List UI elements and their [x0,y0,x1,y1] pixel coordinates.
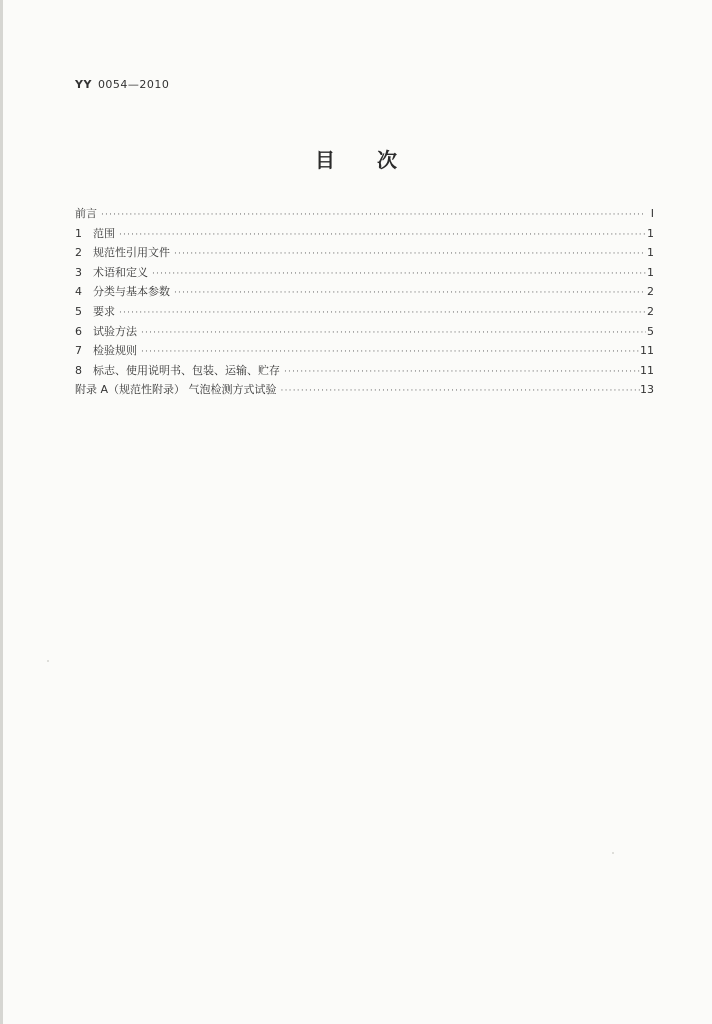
toc-leader-dots [284,367,640,377]
standard-prefix: YY [75,78,92,91]
title-char-1: 目 [315,148,335,172]
toc-entry-foreword[interactable] [75,205,654,225]
toc-entry-label: 分类与基本参数 [93,285,170,299]
toc-entry-terms-definitions[interactable] [75,264,654,284]
toc-entry-number: 6 [75,324,82,338]
toc-entry-page: 2 [647,285,654,299]
toc-entry-normative-references[interactable] [75,244,654,264]
standard-number: 0054—2010 [97,78,170,91]
toc-leader-dots [174,288,646,298]
toc-entry-requirements[interactable] [75,303,654,323]
toc-entry-page: 1 [647,265,654,279]
toc-entry-inspection-rules[interactable] [75,342,654,362]
toc-leader-dots [174,249,646,259]
toc-entry-number: 4 [75,285,82,299]
toc-entry-appendix-a[interactable] [75,381,654,401]
toc-entry-page: 5 [647,324,654,338]
scan-speck [612,852,614,854]
toc-entry-number: 2 [75,246,82,260]
toc-entry-test-methods[interactable] [75,323,654,343]
standard-code [75,78,169,91]
title-char-2: 次 [377,148,397,172]
scan-speck [47,660,49,662]
toc-entry-label: 附录 A（规范性附录） 气泡检测方式试验 [75,383,277,397]
toc-entry-label: 标志、使用说明书、包装、运输、贮存 [93,363,280,377]
toc-entry-label: 范围 [93,226,115,240]
toc-entry-page: Ⅰ [650,207,654,220]
toc-entry-number: 1 [75,226,82,240]
toc-entry-marking-packaging[interactable] [75,362,654,382]
toc-entry-label: 前言 [75,207,97,220]
toc-entry-label: 规范性引用文件 [93,246,170,260]
toc-entry-page: 1 [647,246,654,260]
toc-leader-dots [141,328,646,338]
toc-entry-number: 7 [75,344,82,358]
toc-entry-page: 1 [647,226,654,240]
table-of-contents [75,205,654,401]
toc-entry-classification[interactable] [75,283,654,303]
toc-entry-page: 2 [647,304,654,318]
toc-entry-number: 5 [75,304,82,318]
toc-leader-dots [141,347,640,357]
toc-entry-label: 试验方法 [93,324,137,338]
toc-leader-dots [119,308,646,318]
toc-leader-dots [152,269,646,279]
toc-leader-dots [119,230,646,240]
toc-entry-page: 11 [640,344,654,358]
page-title [0,144,712,173]
toc-entry-page: 11 [640,363,654,377]
toc-entry-page: 13 [640,383,654,397]
toc-leader-dots [281,386,640,396]
toc-entry-label: 术语和定义 [93,265,148,279]
toc-entry-number: 8 [75,363,82,377]
toc-entry-label: 要求 [93,304,115,318]
toc-entry-label: 检验规则 [93,344,137,358]
toc-entry-scope[interactable] [75,225,654,245]
toc-entry-number: 3 [75,265,82,279]
toc-leader-dots [101,210,646,220]
